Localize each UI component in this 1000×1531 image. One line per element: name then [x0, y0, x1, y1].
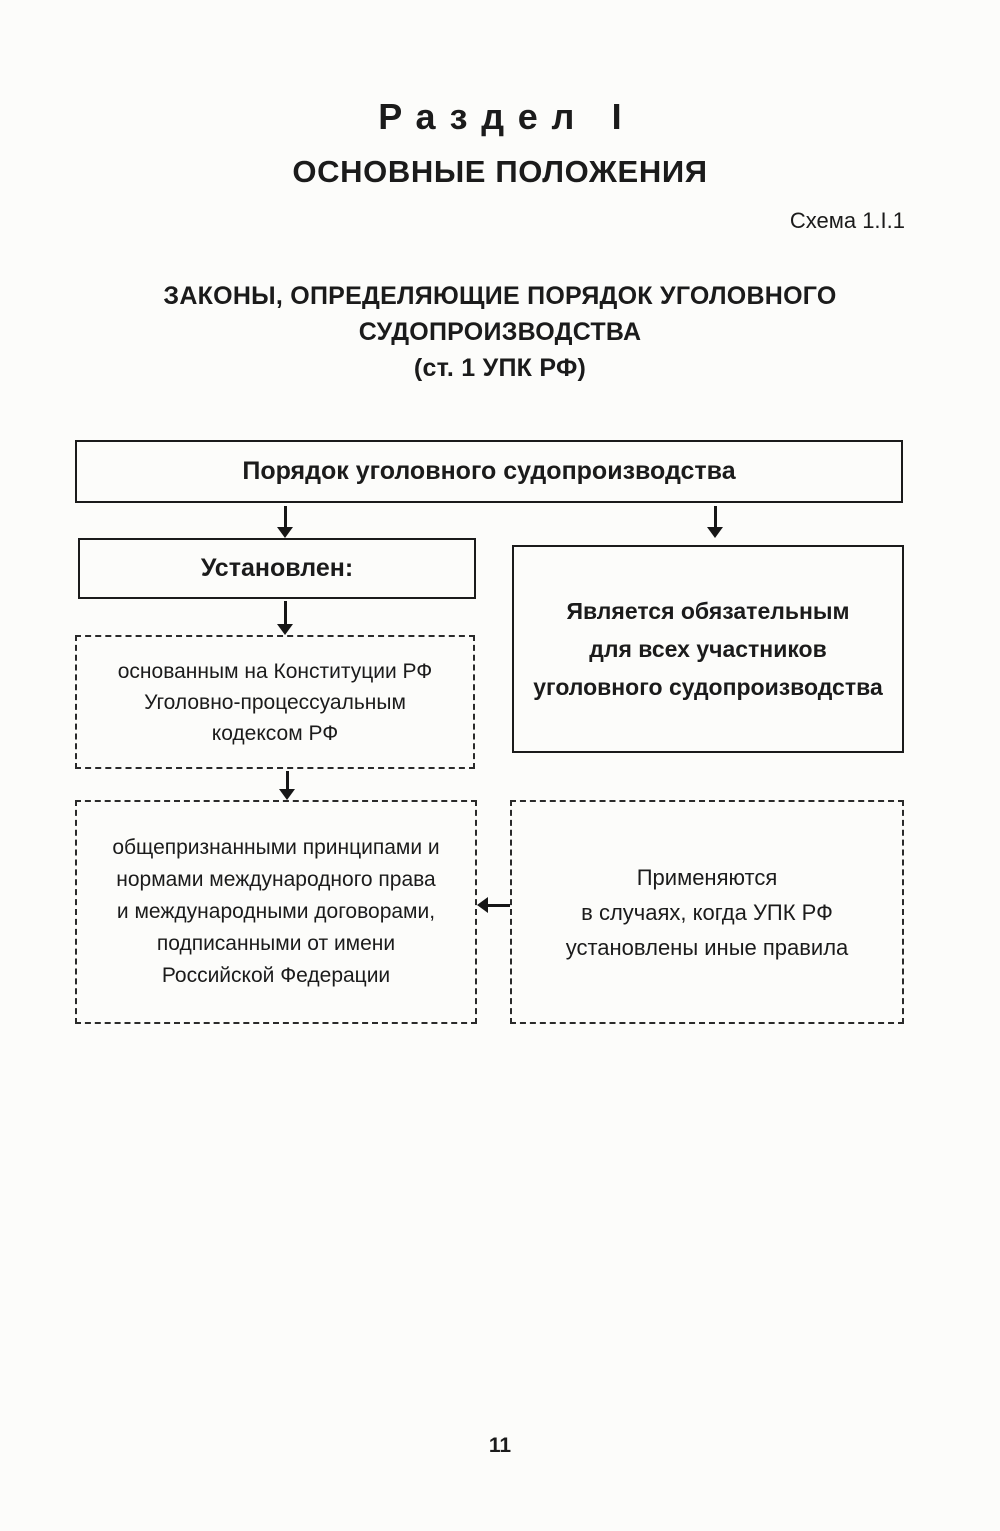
applied-box-line: Применяются — [636, 864, 778, 890]
arrow-head — [277, 624, 293, 635]
root-box — [75, 440, 903, 503]
mandatory-box-line: уголовного судопроизводства — [533, 674, 883, 700]
schema-reference: Схема 1.I.1 — [789, 208, 905, 233]
international-box-line: Российской Федерации — [161, 964, 391, 987]
chapter-title: ОСНОВНЫЕ ПОЛОЖЕНИЯ — [292, 154, 708, 189]
international-box-line: и международными договорами, — [116, 900, 436, 923]
mandatory-box — [512, 545, 904, 753]
arrow-head — [279, 789, 295, 800]
established-box-label: Установлен: — [200, 554, 354, 582]
constitution-box-line: основанным на Конституции РФ — [117, 659, 433, 683]
international-box-line: общепризнанными принципами и — [112, 836, 440, 859]
arrow-shaft — [486, 904, 510, 907]
arrow-head — [477, 897, 488, 913]
mandatory-box-line: Является обязательным — [566, 598, 850, 624]
constitution-box — [75, 635, 475, 769]
arrow-head — [707, 527, 723, 538]
international-box-line: нормами международного права — [116, 868, 436, 891]
arrow-down-icon — [277, 506, 293, 538]
diagram-heading-line: СУДОПРОИЗВОДСТВА — [358, 318, 642, 346]
section-title: Раздел I — [378, 96, 636, 137]
mandatory-box-line: для всех участников — [589, 636, 827, 662]
established-box — [78, 538, 476, 599]
applied-box-line: установлены иные правила — [565, 934, 849, 960]
constitution-box-line: кодексом РФ — [211, 721, 339, 745]
international-box-line: подписанными от имени — [156, 932, 396, 955]
constitution-box-line: Уголовно-процессуальным — [144, 690, 406, 714]
diagram-heading-line: ЗАКОНЫ, ОПРЕДЕЛЯЮЩИЕ ПОРЯДОК УГОЛОВНОГО — [163, 282, 837, 310]
applied-box — [510, 800, 904, 1024]
page-number: 11 — [488, 1434, 512, 1457]
arrow-down-icon — [277, 601, 293, 635]
international-box — [75, 800, 477, 1024]
root-box-label: Порядок уголовного судопроизводства — [242, 457, 736, 485]
arrow-left-icon — [477, 897, 510, 913]
diagram-heading-line: (ст. 1 УПК РФ) — [413, 354, 587, 382]
arrow-head — [277, 527, 293, 538]
arrow-down-icon — [279, 771, 295, 800]
applied-box-line: в случаях, когда УПК РФ — [581, 899, 833, 925]
arrow-down-icon — [707, 506, 723, 538]
diagram-heading — [0, 278, 1000, 386]
